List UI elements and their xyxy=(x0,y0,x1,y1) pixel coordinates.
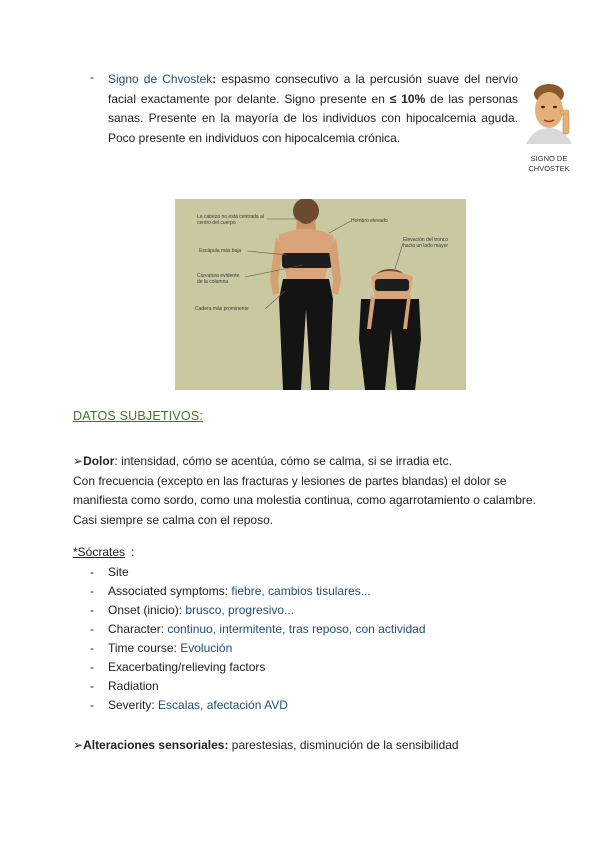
dolor-text: : intensidad, cómo se acentúa, cómo se calma, si se irradia etc. xyxy=(114,454,452,468)
list-dash: - xyxy=(90,603,94,617)
list-dash: - xyxy=(90,698,94,712)
socrates-label: Associated symptoms: xyxy=(108,584,232,598)
socrates-title-text: *Sócrates xyxy=(73,545,126,559)
socrates-label: Site xyxy=(108,565,129,579)
dolor-label: Dolor xyxy=(83,454,115,468)
annotation-scapula: Escápula más baja xyxy=(199,248,242,254)
list-dash: - xyxy=(90,584,94,598)
socrates-detail: Evolución xyxy=(180,641,233,655)
socrates-label: Radiation xyxy=(108,679,159,693)
chvostek-text-a: espasmo consecutivo a la percusión suave del nervio facial exactamente por delante. Signo presente en xyxy=(108,72,519,106)
list-dash: - xyxy=(90,622,94,636)
alteraciones-line xyxy=(73,738,459,752)
annotation-head: La cabeza no está centrada al centro del cuerpo xyxy=(197,214,264,226)
socrates-item-text xyxy=(108,679,159,693)
socrates-item xyxy=(90,679,159,693)
chvostek-caption: SIGNO DE CHVOSTEK xyxy=(528,154,570,173)
posture-figure xyxy=(175,199,466,390)
list-dash: - xyxy=(90,565,94,579)
socrates-item xyxy=(90,698,288,712)
socrates-item xyxy=(90,641,233,655)
socrates-detail: fiebre, cambios tisulares... xyxy=(231,584,371,598)
list-dash: - xyxy=(90,70,94,84)
alteraciones-text: parestesias, disminución de la sensibilidad xyxy=(228,738,459,752)
socrates-item-text xyxy=(108,622,426,636)
socrates-item xyxy=(90,603,295,617)
list-dash: - xyxy=(90,660,94,674)
socrates-item xyxy=(90,660,266,674)
chvostek-face-illustration xyxy=(526,82,572,144)
alteraciones-label: Alteraciones sensoriales: xyxy=(83,738,229,752)
socrates-item xyxy=(90,584,371,598)
annotation-leader-lines xyxy=(175,199,466,390)
socrates-item xyxy=(90,622,426,636)
socrates-detail: Escalas, afectación AVD xyxy=(158,698,288,712)
chvostek-title: Signo de Chvostek xyxy=(108,72,213,86)
arrow-bullet: ➢ xyxy=(73,454,84,468)
chvostek-paragraph xyxy=(108,70,518,148)
list-dash: - xyxy=(90,679,94,693)
socrates-item-text xyxy=(108,584,371,598)
socrates-label: Exacerbating/relieving factors xyxy=(108,660,266,674)
dolor-line-1 xyxy=(73,452,543,472)
dolor-line-2: Con frecuencia (excepto en las fracturas y lesiones de partes blandas) el dolor se manifiesta como sordo, como una molestia continua, como agarrotamiento o calambre. xyxy=(73,473,536,507)
socrates-label: Severity: xyxy=(108,698,159,712)
annotation-trunk: Elevación del tronco hacia un lado mayor xyxy=(403,237,449,249)
socrates-title xyxy=(73,545,125,559)
annotation-hip: Cadera más prominente xyxy=(195,306,249,312)
socrates-label: Character: xyxy=(108,622,168,636)
socrates-detail: brusco, progresivo... xyxy=(185,603,295,617)
chvostek-text-b: de las personas sanas. Presente en la mayoría de los individuos con hipocalcemia aguda. Poco presente en individuos con hipocalcemia crónica. xyxy=(108,91,518,145)
socrates-label: Onset (inicio): xyxy=(108,603,186,617)
socrates-detail: continuo, intermitente, tras reposo, con actividad xyxy=(167,622,426,636)
dolor-line-3: Casi siempre se calma con el reposo. xyxy=(73,512,274,527)
annotation-shoulder: Hombro elevado xyxy=(351,218,388,224)
socrates-item-text xyxy=(108,641,232,655)
arrow-bullet: ➢ xyxy=(73,738,84,752)
socrates-colon: : xyxy=(131,545,135,559)
socrates-label: Time course: xyxy=(108,641,181,655)
section-heading: DATOS SUBJETIVOS: xyxy=(73,409,204,423)
socrates-item-text xyxy=(108,603,294,617)
chvostek-colon: : xyxy=(212,72,217,86)
socrates-item-text xyxy=(108,698,288,712)
dolor-paragraph xyxy=(73,452,543,530)
socrates-item-text xyxy=(108,660,265,674)
socrates-item-text xyxy=(108,565,129,579)
socrates-item xyxy=(90,565,129,579)
annotation-spine-curve: Curvatura evidente de la columna xyxy=(197,273,240,285)
chvostek-threshold: ≤ 10% xyxy=(389,91,426,106)
list-dash: - xyxy=(90,641,94,655)
